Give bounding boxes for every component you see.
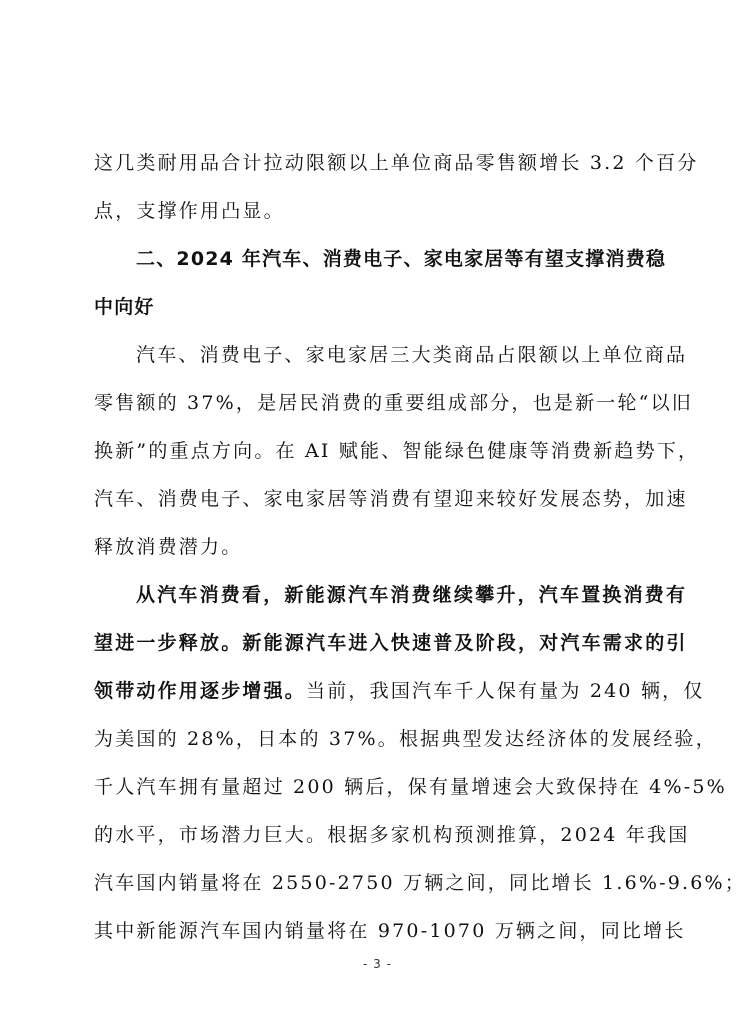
mixed-text-line <box>94 679 705 705</box>
bold-lead-text: 望进一步释放。新能源汽车进入快速普及阶段，对汽车需求的引 <box>94 632 688 654</box>
bold-lead-text: 领带动作用逐步增强。 <box>94 680 307 702</box>
section-heading: 二、2024 年汽车、消费电子、家电家居等有望支撑消费稳 <box>136 248 667 270</box>
body-text-line: 释放消费潜力。 <box>94 536 243 558</box>
body-text-line: 汽车国内销量将在 2550-2750 万辆之间，同比增长 1.6%-9.6%； <box>94 872 747 894</box>
section-heading-continued: 中向好 <box>94 296 155 318</box>
body-text-line: 汽车、消费电子、家电家居三大类商品占限额以上单位商品 <box>136 344 688 366</box>
body-text-line: 为美国的 28%，日本的 37%。根据典型发达经济体的发展经验， <box>94 728 717 750</box>
body-text-line: 这几类耐用品合计拉动限额以上单位商品零售额增长 3.2 个百分 <box>94 152 699 174</box>
body-text-line: 汽车、消费电子、家电家居等消费有望迎来较好发展态势，加速 <box>94 488 688 510</box>
body-text-line: 千人汽车拥有量超过 200 辆后，保有量增速会大致保持在 4%-5% <box>94 776 727 798</box>
bold-lead-text: 从汽车消费看，新能源汽车消费继续攀升，汽车置换消费有 <box>136 584 688 606</box>
body-text-segment: 当前，我国汽车千人保有量为 240 辆，仅 <box>306 680 705 702</box>
page-number: - 3 - <box>363 957 392 971</box>
body-text-line: 零售额的 37%，是居民消费的重要组成部分，也是新一轮“以旧 <box>94 392 693 414</box>
body-text-line: 换新”的重点方向。在 AI 赋能、智能绿色健康等消费新趋势下， <box>94 440 700 462</box>
body-text-line: 点，支撑作用凸显。 <box>94 200 285 222</box>
body-text-line: 其中新能源汽车国内销量将在 970-1070 万辆之间，同比增长 <box>94 920 686 942</box>
body-text-line: 的水平，市场潜力巨大。根据多家机构预测推算，2024 年我国 <box>94 824 690 846</box>
